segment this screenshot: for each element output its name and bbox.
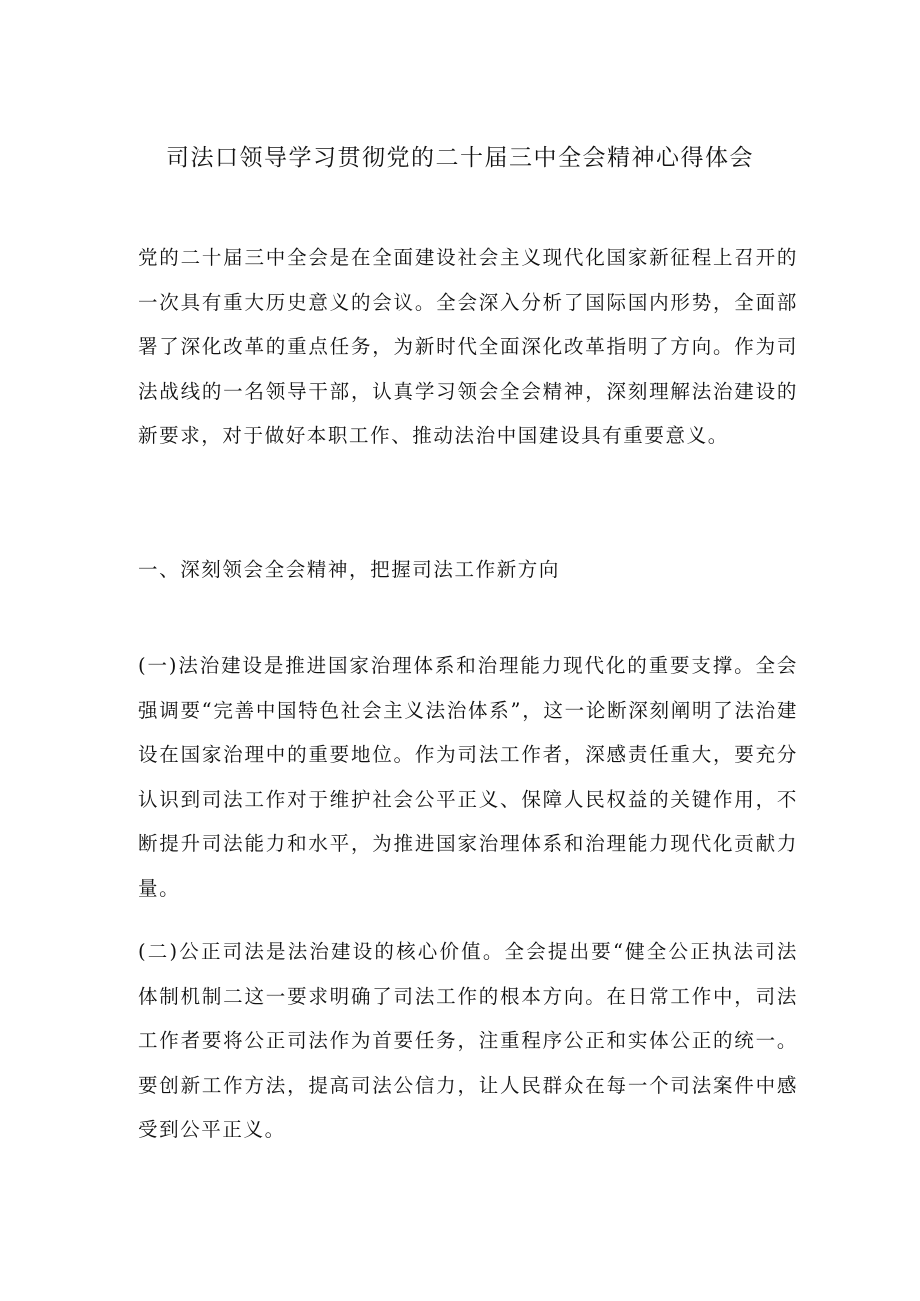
document-title: 司法口领导学习贯彻党的二十届三中全会精神心得体会 (166, 145, 754, 171)
point-one-paragraph: (一)法治建设是推进国家治理体系和治理能力现代化的重要支撑。全会强调要“完善中国特色社会主义法治体系”，这一论断深刻阐明了法治建设在国家治理中的重要地位。作为司法工作者，深感责任重大，要充分认识到司法工作对于维护社会公平正义、保障人民权益的关键作用，不断提升司法能力和水平，为推进国家治理体系和治理能力现代化贡献力量。 (138, 654, 798, 900)
intro-paragraph: 党的二十届三中全会是在全面建设社会主义现代化国家新征程上召开的一次具有重大历史意义的会议。全会深入分析了国际国内形势，全面部署了深化改革的重点任务，为新时代全面深化改革指明了方向。作为司法战线的一名领导干部，认真学习领会全会精神，深刻理解法治建设的新要求，对于做好本职工作、推动法治中国建设具有重要意义。 (138, 246, 798, 447)
point-two-paragraph: (二)公正司法是法治建设的核心价值。全会提出要“健全公正执法司法体制机制二这一要求明确了司法工作的根本方向。在日常工作中，司法工作者要将公正司法作为首要任务，注重程序公正和实体公正的统一。要创新工作方法，提高司法公信力，让人民群众在每一个司法案件中感受到公平正义。 (138, 940, 798, 1141)
section-heading: 一、深刻领会全会精神，把握司法工作新方向 (138, 558, 561, 581)
